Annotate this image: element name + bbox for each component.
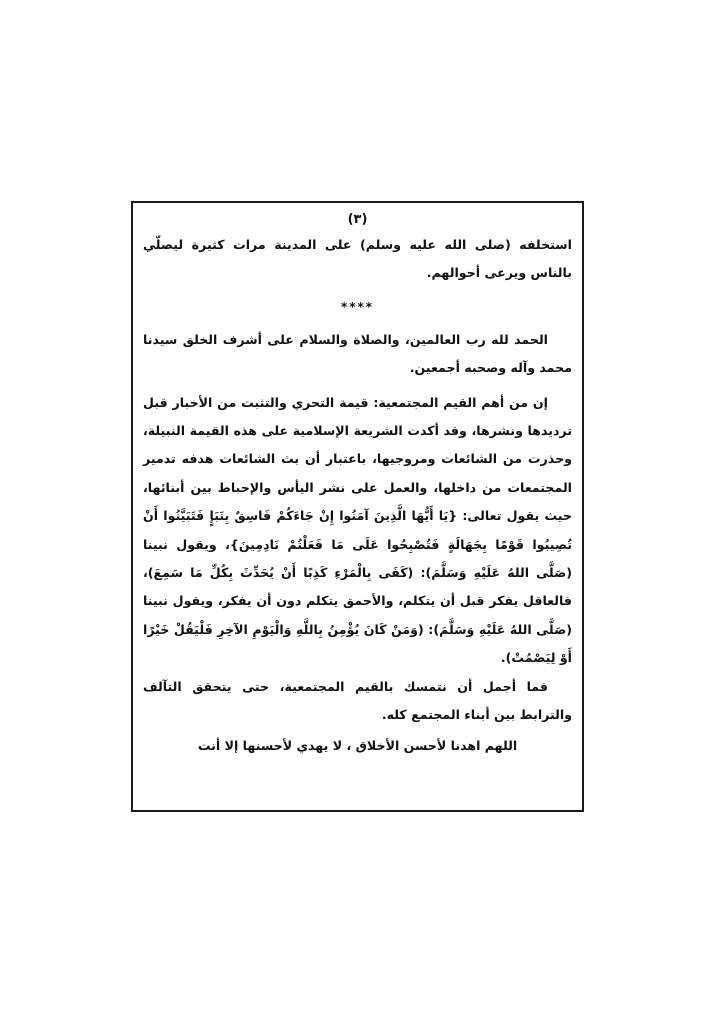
page-content <box>143 209 572 760</box>
paragraph-main: إن من أهم القيم المجتمعية: قيمة التحري والتثبت من الأخبار قبل ترديدها ونشرها، وقد أكدت الشريعة الإسلامية على هذه القيمة النبيلة، وحذرت من الشائعات ومروجيها، باعتبار أن بث الشائعات هدفه تدمير المجتمعات من داخلها، والعمل على نشر اليأس والإحباط بين أبنائها، حيث يقول تعالى: {يَا أَيُّهَا الَّذِينَ آمَنُوا إِنْ جَاءَكُمْ فَاسِقٌ بِنَبَإٍ فَتَبَيَّنُوا أَنْ تُصِيبُوا قَوْمًا بِجَهَالَةٍ فَتُصْبِحُوا عَلَى مَا فَعَلْتُمْ نَادِمِينَ}، ويقول نبينا (صَلَّى اللهُ عَلَيْهِ وَسَلَّمَ): (كَفَى بِالْمَرْءِ كَذِبًا أَنْ يُحَدِّثَ بِكُلِّ مَا سَمِعَ)، فالعاقل يفكر قبل أن يتكلم، والأحمق يتكلم دون أن يفكر، ويقول نبينا (صَلَّى اللهُ عَلَيْهِ وَسَلَّمَ): (وَمَنْ كَانَ يُؤْمِنُ بِاللَّهِ وَالْيَوْمِ الآخِرِ فَلْيَقُلْ خَيْرًا أَوْ لِيَصْمُتْ). <box>143 394 572 666</box>
paragraph-conclusion: فما أجمل أن نتمسك بالقيم المجتمعية، حتى يتحقق التآلف والترابط بين أبناء المجتمع كله. <box>143 678 572 723</box>
page-number: (٣) <box>347 212 368 227</box>
paragraph-intro: استخلفه (صلى الله عليه وسلم) على المدينة مرات كثيرة ليصلّي بالناس ويرعى أحوالهم. <box>143 237 572 281</box>
section-separator: **** <box>340 299 375 314</box>
paragraph-praise: الحمد لله رب العالمين، والصلاة والسلام على أشرف الخلق سيدنا محمد وآله وصحبه أجمعين. <box>143 331 572 376</box>
closing-prayer: اللهم اهدنا لأحسن الأخلاق ، لا يهدي لأحسنها إلا أنت <box>197 737 518 753</box>
page-frame <box>131 201 584 812</box>
